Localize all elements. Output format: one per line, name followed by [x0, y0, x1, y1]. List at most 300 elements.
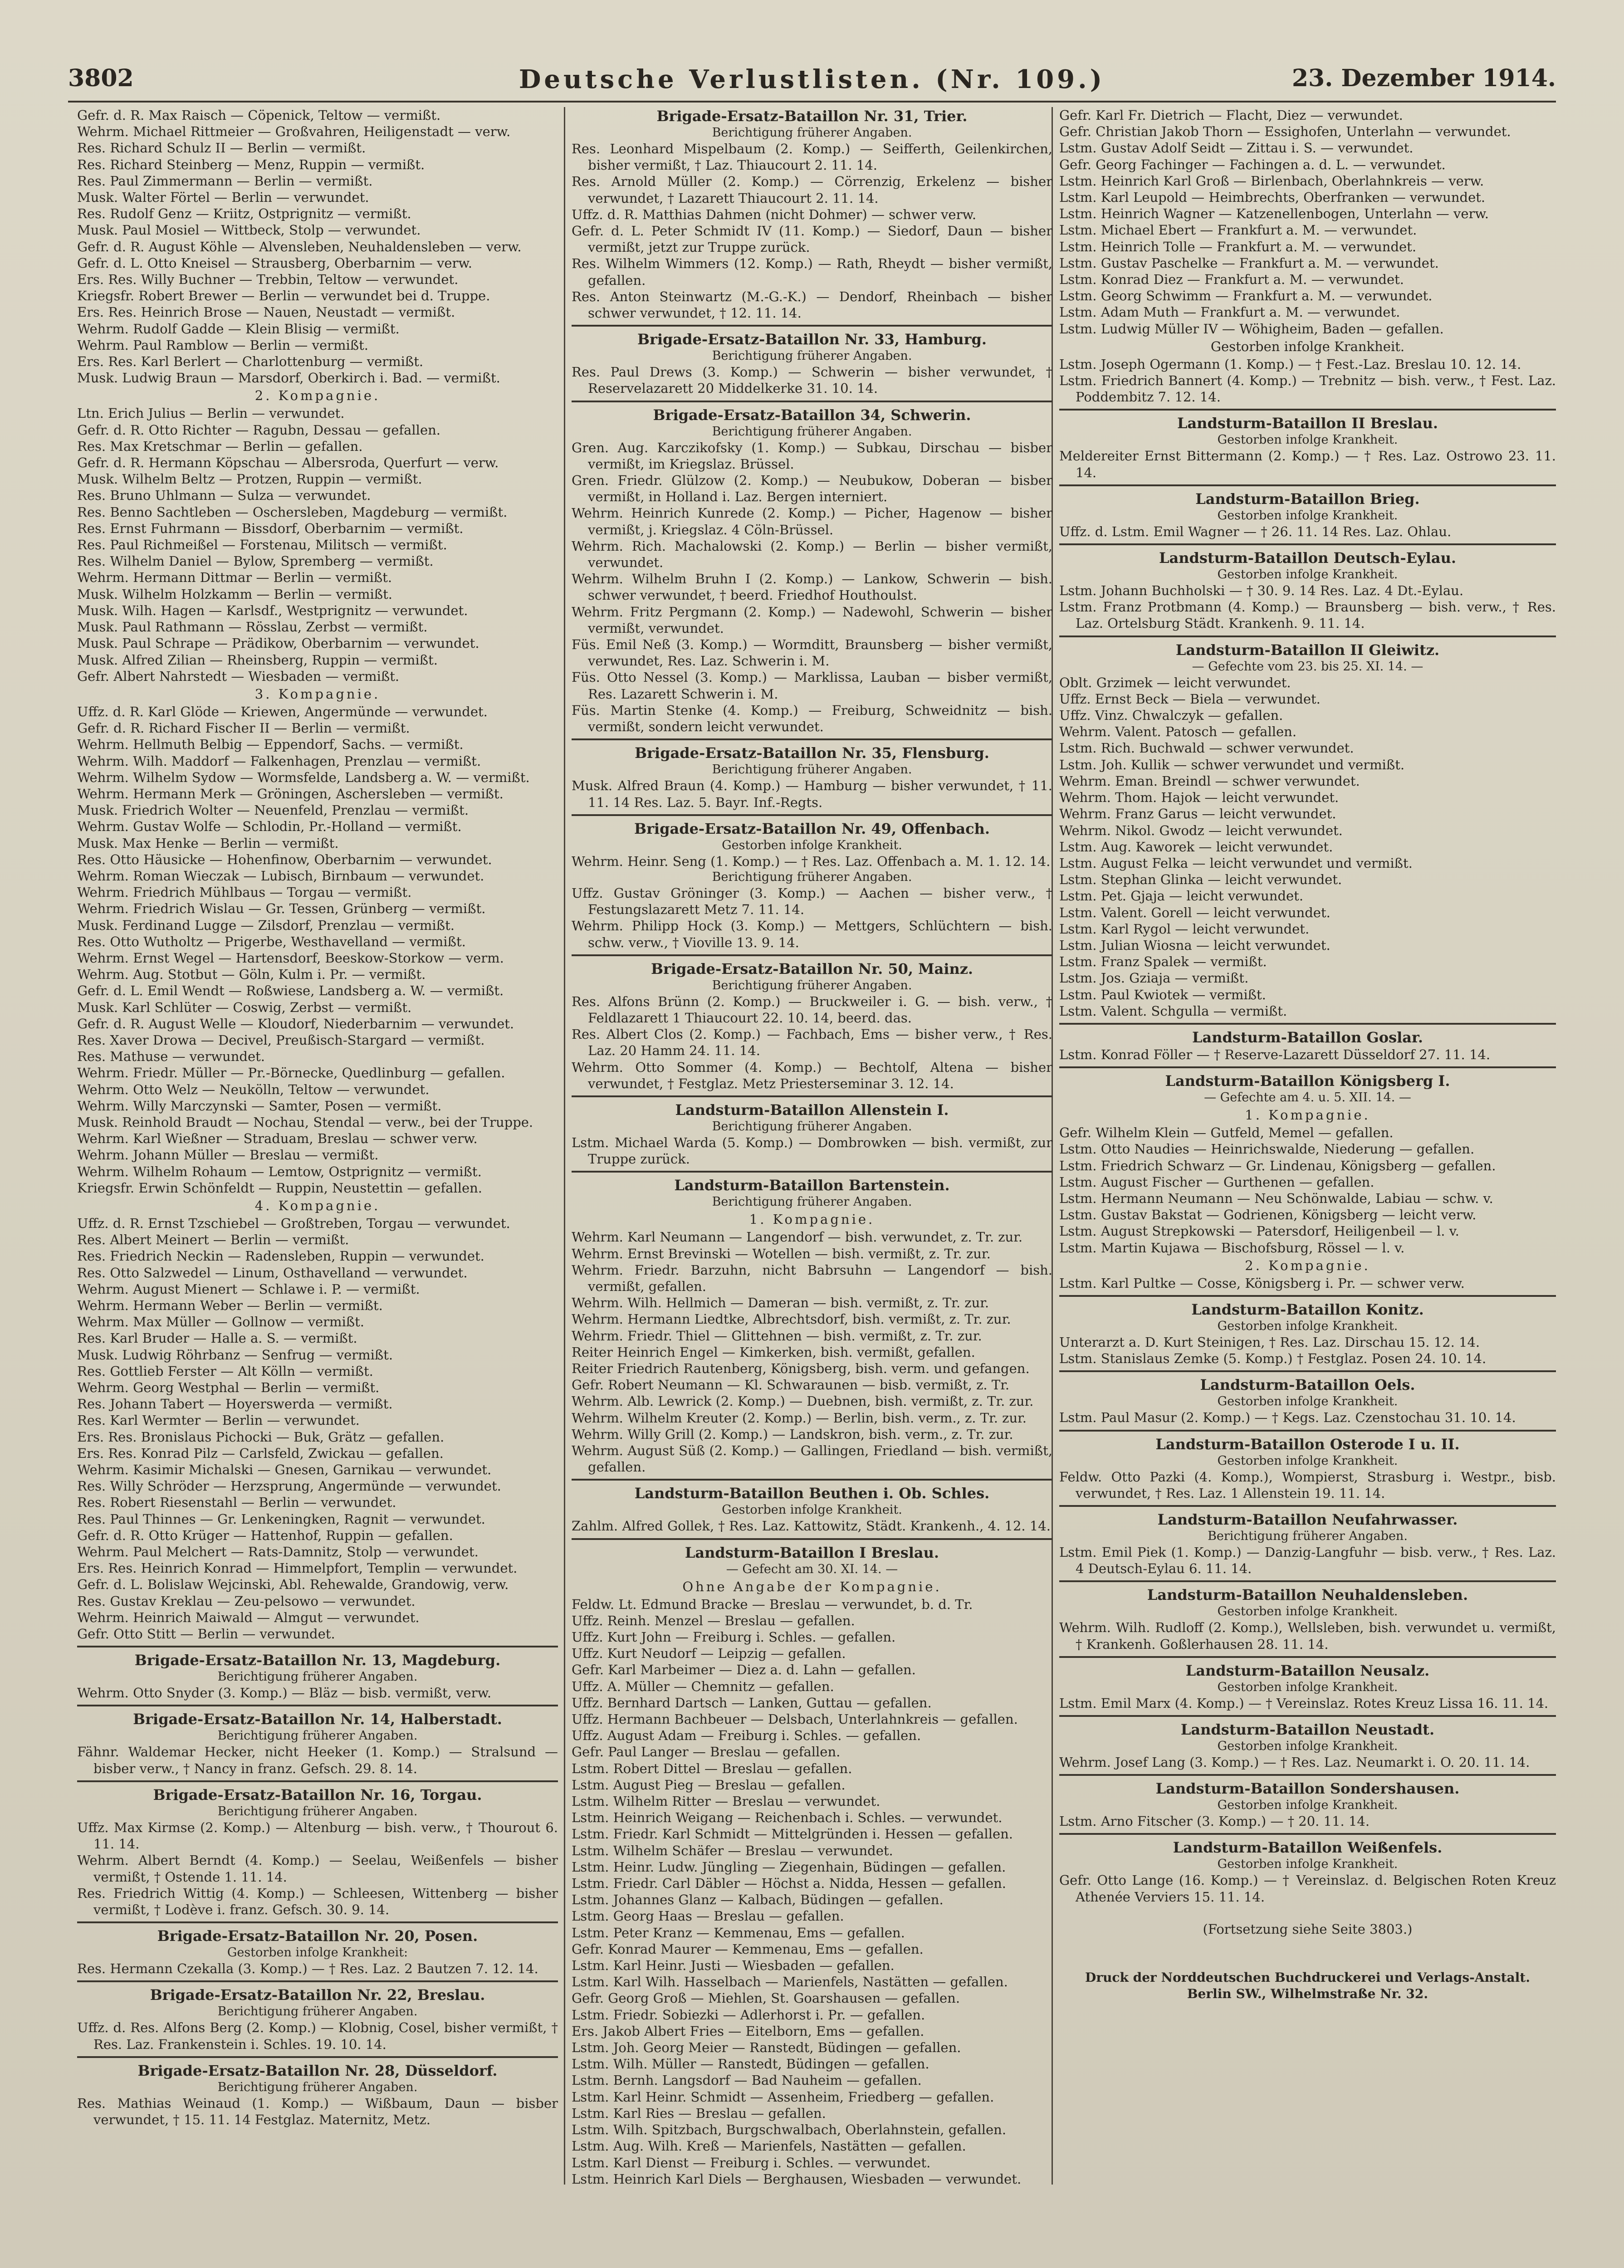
- section-title: Landsturm-Bataillon Deutsch-Eylau.: [1159, 549, 1456, 567]
- entry-list: [1059, 1409, 1556, 1426]
- company-heading: 1. Kompagnie.: [749, 1212, 875, 1227]
- casualty-entry: Wehrm. Otto Snyder (3. Komp.) — Bläz — bisb. vermißt, verw.: [77, 1685, 492, 1701]
- casualty-entry: Musk. Ludwig Röhrbanz — Senfrug — vermißt.: [77, 1347, 393, 1363]
- casualty-entry: Res. Rudolf Genz — Kriitz, Ostprignitz — vermißt.: [77, 206, 411, 222]
- company-heading: 3. Kompagnie.: [254, 686, 381, 702]
- casualty-entry: Wehrm. Paul Ramblow — Berlin — vermißt.: [77, 337, 369, 353]
- casualty-entry: Wehrm. Franz Garus — leicht verwundet.: [1059, 806, 1336, 822]
- section-heading: [1059, 1430, 1556, 1469]
- section-heading: [1059, 1715, 1556, 1754]
- casualty-entry: Lstm. Friedrich Bannert (4. Komp.) — Trebnitz — bish. verw., † Fest. Laz. Poddembitz 7. 12. 14.: [1059, 373, 1556, 405]
- casualty-entry: Wehrm. Eman. Breindl — schwer verwundet.: [1059, 773, 1360, 789]
- section-title: Landsturm-Bataillon Brieg.: [1195, 490, 1420, 508]
- casualty-entry: Lstm. Friedr. Carl Däbler — Höchst a. Nidda, Hessen — gefallen.: [572, 1876, 1007, 1892]
- casualty-entry: Uffz. Gustav Gröninger (3. Komp.) — Aachen — bisher verw., † Festungslazarett Metz 7. 11. 14.: [572, 885, 1052, 918]
- casualty-entry: Gefr. Georg Fachinger — Fachingen a. d. L. — verwundet.: [1059, 156, 1446, 172]
- casualty-entry: Musk. Wilh. Hagen — Karlsdf., Westprignitz — verwundet.: [77, 602, 468, 618]
- section-subtitle: Berichtigung früherer Angaben.: [217, 1729, 418, 1743]
- section-heading: [77, 1646, 558, 1685]
- casualty-entry: Feldw. Otto Pazki (4. Komp.), Wompierst, Strasburg i. Westpr., bisb. verwundet, † Res. Laz. 1 Allenstein 19. 11. 14.: [1059, 1469, 1556, 1501]
- entry-list: [1059, 107, 1556, 337]
- casualty-entry: Lstm. Stephan Glinka — leicht verwundet.: [1059, 872, 1342, 888]
- casualty-entry: Lstm. Robert Dittel — Breslau — gefallen.: [572, 1760, 852, 1776]
- entry-list: [572, 853, 1052, 870]
- section-subtitle: Gestorben infolge Krankheit.: [1217, 1319, 1398, 1333]
- casualty-entry: Gefr. d. R. Otto Richter — Ragubn, Dessau — gefallen.: [77, 422, 440, 438]
- entry-list: [572, 1134, 1052, 1167]
- casualty-entry: Lstm. Emil Marx (4. Komp.) — † Vereinslaz. Rotes Kreuz Lissa 16. 11. 14.: [1059, 1695, 1549, 1711]
- entry-list: [572, 364, 1052, 396]
- section-subtitle: Berichtigung früherer Angaben.: [1208, 1529, 1408, 1543]
- casualty-entry: Lstm. Pet. Gjaja — leicht verwundet.: [1059, 888, 1304, 904]
- casualty-entry: Gefr. d. R. Max Raisch — Cöpenick, Teltow — vermißt.: [77, 108, 441, 123]
- casualty-entry: Lstm. Emil Piek (1. Komp.) — Danzig-Langfuhr — bisb. verw., † Res. Laz. 4 Deutsch-Eylau 6. 11. 14.: [1059, 1544, 1556, 1577]
- subheading: Gestorben infolge Krankheit.: [1210, 338, 1405, 354]
- casualty-entry: Lstm. Friedr. Sobiezki — Adlerhorst i. Pr. — gefallen.: [572, 2007, 925, 2023]
- section-title: Landsturm-Bataillon Neusalz.: [1185, 1662, 1430, 1679]
- casualty-entry: Wehrm. Heinr. Seng (1. Komp.) — † Res. Laz. Offenbach a. M. 1. 12. 14.: [572, 853, 1051, 869]
- section-heading: [77, 1780, 558, 1819]
- section-subtitle: Berichtigung früherer Angaben.: [712, 1119, 912, 1134]
- casualty-entry: Wehrm. Aug. Stotbut — Göln, Kulm i. Pr. — vermißt.: [77, 967, 426, 982]
- casualty-entry: Lstm. Rich. Buchwald — schwer verwundet.: [1059, 740, 1354, 756]
- section-subtitle: Gestorben infolge Krankheit:: [227, 1945, 408, 1960]
- casualty-entry: Gefr. d. R. Hermann Köpschau — Albersroda, Querfurt — verw.: [77, 455, 499, 471]
- entry-list: [1059, 582, 1556, 632]
- casualty-entry: Wehrm. Ernst Brevinski — Wotellen — bish. vermißt, z. Tr. zur.: [572, 1246, 991, 1261]
- casualty-entry: Wehrm. Wilhelm Bruhn I (2. Komp.) — Lankow, Schwerin — bish. schwer verwundet, † beerd. Friedhof Houthoulst.: [572, 571, 1052, 603]
- entry-list: [572, 777, 1052, 810]
- casualty-entry: Lstm. Peter Kranz — Kemmenau, Ems — gefallen.: [572, 1925, 905, 1941]
- printer-imprint: [1059, 1970, 1556, 2002]
- section-subtitle: Berichtigung früherer Angaben.: [217, 1804, 418, 1818]
- section-subtitle: Berichtigung früherer Angaben.: [712, 1195, 912, 1209]
- casualty-entry: Wehrm. Josef Lang (3. Komp.) — † Res. Laz. Neumarkt i. O. 20. 11. 14.: [1059, 1755, 1530, 1770]
- casualty-entry: Lstm. Karl Pultke — Cosse, Königsberg i. Pr. — schwer verw.: [1059, 1275, 1465, 1291]
- casualty-entry: Lstm. Michael Warda (5. Komp.) — Dombrowken — bish. vermißt, zur Truppe zurück.: [572, 1134, 1052, 1167]
- casualty-entry: Lstm. Konrad Diez — Frankfurt a. M. — verwundet.: [1059, 272, 1404, 288]
- casualty-entry: Fähnr. Waldemar Hecker, nicht Heeker (1. Komp.) — Stralsund — bisber verw., † Nancy in franz. Gefsch. 29. 8. 14.: [77, 1744, 558, 1776]
- section-title: Brigade-Ersatz-Bataillon Nr. 28, Düsseldorf.: [137, 2062, 498, 2079]
- section-title: Brigade-Ersatz-Bataillon Nr. 31, Trier.: [656, 108, 968, 125]
- casualty-entry: Wehrm. Friedr. Barzuhn, nicht Babrsuhn — Langendorf — bish. vermißt, gefallen.: [572, 1262, 1052, 1294]
- section-heading: [1059, 635, 1556, 675]
- section-subtitle: Gestorben infolge Krankheit.: [1217, 1453, 1398, 1468]
- casualty-entry: Lstm. August Felka — leicht verwundet und vermißt.: [1059, 855, 1413, 871]
- casualty-entry: Res. Otto Wutholtz — Prigerbe, Westhavelland — vermißt.: [77, 934, 466, 949]
- casualty-entry: Res. Karl Bruder — Halle a. S. — vermißt.: [77, 1330, 357, 1346]
- casualty-entry: Wehrm. Hellmuth Belbig — Eppendorf, Sachs. — vermißt.: [77, 737, 464, 753]
- casualty-entry: Wehrm. Rudolf Gadde — Klein Blisig — vermißt.: [77, 321, 400, 337]
- casualty-entry: Gefr. d. L. Bolislaw Wejcinski, Abl. Rehewalde, Grandowig, verw.: [77, 1577, 509, 1593]
- casualty-entry: Lstm. Aug. Kaworek — leicht verwundet.: [1059, 839, 1333, 855]
- casualty-entry: Lstm. Otto Naudies — Heinrichswalde, Niederung — gefallen.: [1059, 1141, 1475, 1157]
- casualty-entry: Lstm. Wilhelm Ritter — Breslau — verwundet.: [572, 1794, 880, 1809]
- entry-list: [572, 1518, 1052, 1534]
- casualty-entry: Wehrm. Paul Melchert — Rats-Damnitz, Stolp — verwundet.: [77, 1544, 479, 1560]
- casualty-entry: Uffz. Bernhard Dartsch — Lanken, Guttau — gefallen.: [572, 1695, 932, 1711]
- casualty-entry: Wehrm. Wilh. Rudloff (2. Komp.), Wellsleben, bish. verwundet u. vermißt, † Krankenh. Goßlerhausen 28. 11. 14.: [1059, 1620, 1556, 1652]
- entry-list: [572, 1596, 1052, 2187]
- company-heading: 2. Kompagnie.: [1245, 1257, 1370, 1273]
- section-heading: [77, 1921, 558, 1960]
- casualty-entry: Wehrm. Friedrich Mühlbaus — Torgau — vermißt.: [77, 885, 412, 900]
- section-heading: [1059, 1833, 1556, 1872]
- section-heading: [572, 1095, 1052, 1134]
- casualty-entry: Lstm. Bernh. Langsdorf — Bad Nauheim — gefallen.: [572, 2072, 922, 2088]
- casualty-entry: Lstm. Wilh. Müller — Ranstedt, Büdingen — gefallen.: [572, 2056, 929, 2072]
- section-heading: [572, 954, 1052, 993]
- title-text: Deutsche Verlustlisten.: [519, 64, 924, 94]
- casualty-entry: Füs. Martin Stenke (4. Komp.) — Freiburg, Schweidnitz — bish. vermißt, sondern leicht verwundet.: [572, 702, 1052, 735]
- casualty-entry: Ers. Res. Willy Buchner — Trebbin, Teltow — verwundet.: [77, 272, 459, 288]
- section-title: Brigade-Ersatz-Bataillon Nr. 14, Halberstadt.: [133, 1711, 502, 1728]
- casualty-entry: Wehrm. Hermann Dittmar — Berlin — vermißt.: [77, 570, 392, 586]
- casualty-entry: Ltn. Erich Julius — Berlin — verwundet.: [77, 406, 345, 421]
- casualty-entry: Res. Robert Riesenstahl — Berlin — verwundet.: [77, 1495, 396, 1510]
- casualty-entry: Wehrm. August Süß (2. Komp.) — Gallingen, Friedland — bish. vermißt, gefallen.: [572, 1442, 1052, 1475]
- casualty-entry: Musk. Reinhold Braudt — Nochau, Stendal — verw., bei der Truppe.: [77, 1114, 533, 1130]
- casualty-entry: Lstm. Ludwig Müller IV — Wöhigheim, Baden — gefallen.: [1059, 321, 1444, 337]
- entry-list: [572, 885, 1052, 951]
- casualty-entry: Res. Karl Wermter — Berlin — verwundet.: [77, 1413, 360, 1428]
- section-title: Brigade-Ersatz-Bataillon Nr. 33, Hamburg.: [637, 331, 987, 348]
- casualty-entry: Gefr. d. R. Otto Krüger — Hattenhof, Ruppin — gefallen.: [77, 1527, 453, 1543]
- casualty-entry: Lstm. Arno Fitscher (3. Komp.) — † 20. 11. 14.: [1059, 1813, 1370, 1829]
- casualty-entry: Lstm. Georg Schwimm — Frankfurt a. M. — verwundet.: [1059, 288, 1433, 304]
- casualty-entry: Res. Paul Drews (3. Komp.) — Schwerin — bisher verwundet, † Reservelazarett 20 Middelkerke 31. 10. 14.: [572, 364, 1052, 396]
- casualty-entry: Res. Ernst Fuhrmann — Bissdorf, Oberbarnim — vermißt.: [77, 520, 464, 536]
- casualty-entry: Wehrm. Heinrich Kunrede (2. Komp.) — Picher, Hagenow — bisher vermißt, j. Kriegslaz. 4 Cöln-Brüssel.: [572, 505, 1052, 538]
- casualty-entry: Res. Alfons Brünn (2. Komp.) — Bruckweiler i. G. — bish. verw., † Feldlazarett 1 Thiaucourt 22. 10. 14, beerd. das.: [572, 993, 1052, 1026]
- casualty-entry: Lstm. Stanislaus Zemke (5. Komp.) † Festglaz. Posen 24. 10. 14.: [1059, 1351, 1487, 1367]
- casualty-entry: Musk. Friedrich Wolter — Neuenfeld, Prenzlau — vermißt.: [77, 802, 469, 818]
- section-heading: [77, 1980, 558, 2019]
- section-subtitle: Gestorben infolge Krankheit.: [1217, 1857, 1398, 1872]
- casualty-entry: Meldereiter Ernst Bittermann (2. Komp.) — † Res. Laz. Ostrowo 23. 11. 14.: [1059, 448, 1556, 480]
- section-heading: [1059, 1023, 1556, 1046]
- casualty-entry: Res. Mathuse — verwundet.: [77, 1049, 265, 1065]
- casualty-entry: Lstm. Paul Kwiotek — vermißt.: [1059, 987, 1266, 1002]
- section-subtitle: Berichtigung früherer Angaben.: [712, 424, 912, 439]
- section-subtitle: Berichtigung früherer Angaben.: [712, 978, 912, 992]
- entry-list: [77, 704, 558, 1196]
- casualty-entry: Wehrm. Karl Wießner — Straduam, Breslau — schwer verw.: [77, 1131, 478, 1147]
- casualty-entry: Res. Johann Tabert — Hoyerswerda — vermißt.: [77, 1396, 393, 1412]
- casualty-entry: Res. Max Kretschmar — Berlin — gefallen.: [77, 438, 363, 454]
- section-subtitle: Gestorben infolge Krankheit.: [1217, 433, 1398, 447]
- casualty-entry: Kriegsfr. Robert Brewer — Berlin — verwundet bei d. Truppe.: [77, 288, 490, 304]
- casualty-entry: Lstm. Karl Wilh. Hasselbach — Marienfels, Nastätten — gefallen.: [572, 1974, 1008, 1990]
- section-heading: [572, 814, 1052, 853]
- casualty-entry: Lstm. Valent. Gorell — leicht verwundet.: [1059, 904, 1331, 920]
- casualty-entry: Wehrm. Otto Welz — Neukölln, Teltow — verwundet.: [77, 1081, 430, 1097]
- section-subtitle: Gestorben infolge Krankheit.: [1217, 1680, 1398, 1694]
- casualty-entry: Lstm. Heinr. Ludw. Jüngling — Ziegenhain, Büdingen — gefallen.: [572, 1859, 1006, 1875]
- casualty-entry: Res. Albert Meinert — Berlin — vermißt.: [77, 1232, 349, 1248]
- section-subtitle: Gestorben infolge Krankheit.: [1217, 1604, 1398, 1619]
- section-title: Brigade-Ersatz-Bataillon Nr. 20, Posen.: [157, 1927, 478, 1945]
- section-heading: [1059, 1295, 1556, 1334]
- casualty-entry: Feldw. Lt. Edmund Bracke — Breslau — verwundet, b. d. Tr.: [572, 1596, 973, 1612]
- casualty-entry: Wehrm. Willy Marczynski — Samter, Posen — vermißt.: [77, 1098, 442, 1114]
- casualty-entry: Res. Anton Steinwartz (M.-G.-K.) — Dendorf, Rheinbach — bisher schwer verwundet, † 12. 11. 14.: [572, 288, 1052, 321]
- section-heading: [77, 1705, 558, 1744]
- entry-list: [1059, 523, 1556, 540]
- casualty-entry: Lstm. August Pieg — Breslau — gefallen.: [572, 1777, 846, 1793]
- entry-list: [1059, 1754, 1556, 1770]
- casualty-entry: Res. Otto Häusicke — Hohenfinow, Oberbarnim — verwundet.: [77, 851, 492, 867]
- section-subtitle: Gestorben infolge Krankheit.: [1217, 567, 1398, 582]
- casualty-entry: Kriegsfr. Erwin Schönfeldt — Ruppin, Neustettin — gefallen.: [77, 1180, 483, 1196]
- section-title: Landsturm-Bataillon Oels.: [1200, 1376, 1415, 1394]
- casualty-entry: Wehrm. Georg Westphal — Berlin — vermißt.: [77, 1380, 380, 1396]
- casualty-entry: Ers. Res. Konrad Pilz — Carlsfeld, Zwickau — gefallen.: [77, 1445, 444, 1461]
- imprint-line: Druck der Norddeutschen Buchdruckerei und Verlags-Anstalt.: [1085, 1970, 1530, 1985]
- casualty-entry: Lstm. Karl Heinr. Schmidt — Assenheim, Friedberg — gefallen.: [572, 2089, 994, 2105]
- casualty-entry: Ers. Res. Karl Berlert — Charlottenburg — vermißt.: [77, 354, 424, 370]
- section-heading: [1059, 484, 1556, 523]
- casualty-entry: Lstm. Joseph Ogermann (1. Komp.) — † Fest.-Laz. Breslau 10. 12. 14.: [1059, 356, 1521, 372]
- casualty-entry: Lstm. Hermann Neumann — Neu Schönwalde, Labiau — schw. v.: [1059, 1190, 1493, 1206]
- section-heading: [1059, 1656, 1556, 1695]
- continuation-note: (Fortsetzung siehe Seite 3803.): [1203, 1921, 1413, 1937]
- section-subtitle: — Gefecht am 30. XI. 14. —: [726, 1562, 898, 1576]
- column-1: [77, 107, 558, 2194]
- casualty-entry: Wehrm. Gustav Wolfe — Schlodin, Pr.-Holland — vermißt.: [77, 819, 462, 835]
- casualty-entry: Wehrm. Rich. Machalowski (2. Komp.) — Berlin — bisher vermißt, verwundet.: [572, 538, 1052, 571]
- section-title: Landsturm-Bataillon II Gleiwitz.: [1175, 641, 1440, 659]
- entry-list: [77, 1744, 558, 1776]
- issue-number: (Nr. 109.): [935, 64, 1105, 94]
- section-title: Landsturm-Bataillon II Breslau.: [1177, 415, 1438, 432]
- section-heading: [1059, 409, 1556, 448]
- casualty-entry: Res. Paul Thinnes — Gr. Lenkeningken, Ragnit — verwundet.: [77, 1511, 485, 1527]
- section-subtitle: Gestorben infolge Krankheit.: [1217, 508, 1398, 523]
- casualty-entry: Lstm. Friedr. Karl Schmidt — Mittelgründen i. Hessen — gefallen.: [572, 1826, 1013, 1842]
- casualty-entry: Gefr. d. R. August Welle — Kloudorf, Niederbarnim — verwundet.: [77, 1016, 514, 1031]
- section-subtitle: Berichtigung früherer Angaben.: [712, 126, 912, 140]
- casualty-entry: Lstm. Gustav Adolf Seidt — Zittau i. S. — verwundet.: [1059, 140, 1414, 156]
- casualty-entry: Lstm. Aug. Wilh. Kreß — Marienfels, Nastätten — gefallen.: [572, 2138, 966, 2154]
- casualty-entry: Wehrm. Wilh. Hellmich — Dameran — bish. vermißt, z. Tr. zur.: [572, 1295, 989, 1311]
- casualty-entry: Res. Willy Schröder — Herzsprung, Angermünde — verwundet.: [77, 1478, 501, 1494]
- casualty-entry: Wehrm. Wilhelm Rohaum — Lemtow, Ostprignitz — vermißt.: [77, 1163, 482, 1179]
- casualty-entry: Lstm. Johann Buchholski — † 30. 9. 14 Res. Laz. 4 Dt.-Eylau.: [1059, 583, 1464, 599]
- casualty-entry: Uffz. Reinh. Menzel — Breslau — gefallen.: [572, 1613, 855, 1628]
- casualty-entry: Gefr. Paul Langer — Breslau — gefallen.: [572, 1744, 841, 1760]
- casualty-entry: Lstm. Karl Ries — Breslau — gefallen.: [572, 2105, 826, 2121]
- imprint-line: Berlin SW., Wilhelmstraße Nr. 32.: [1187, 1986, 1428, 2001]
- casualty-entry: Gefr. Otto Lange (16. Komp.) — † Vereinslaz. d. Belgischen Roten Kreuz Athenée Verviers 15. 11. 14.: [1059, 1872, 1556, 1905]
- casualty-entry: Musk. Paul Rathmann — Rösslau, Zerbst — vermißt.: [77, 619, 428, 635]
- section-heading: [1059, 1370, 1556, 1409]
- entry-list: [77, 2095, 558, 2128]
- section-title: Landsturm-Bataillon Beuthen i. Ob. Schles.: [634, 1485, 990, 1502]
- casualty-entry: Wehrm. Hermann Liedtke, Albrechtsdorf, bish. vermißt, z. Tr. zur.: [572, 1311, 1011, 1327]
- casualty-entry: Gren. Friedr. Glülzow (2. Komp.) — Neubukow, Doberan — bisber vermißt, in Holland i. Laz. Bergen interniert.: [572, 473, 1052, 505]
- entry-list: [1059, 1813, 1556, 1829]
- section-heading: [572, 738, 1052, 777]
- casualty-entry: Lstm. Valent. Schgulla — vermißt.: [1059, 1003, 1287, 1019]
- section-heading: [1059, 1066, 1556, 1105]
- casualty-entry: Wehrm. Hermann Weber — Berlin — vermißt.: [77, 1298, 383, 1314]
- entry-list: [1059, 1124, 1556, 1256]
- section-subtitle: — Gefechte am 4. u. 5. XII. 14. —: [1204, 1090, 1411, 1105]
- section-title: Brigade-Ersatz-Bataillon Nr. 50, Mainz.: [651, 960, 973, 978]
- casualty-entry: Res. Paul Zimmermann — Berlin — vermißt.: [77, 173, 373, 189]
- section-subtitle: Berichtigung früherer Angaben.: [217, 1670, 418, 1684]
- section-heading: [1059, 1505, 1556, 1544]
- casualty-entry: Lstm. Karl Heinr. Justi — Wiesbaden — gefallen.: [572, 1958, 895, 1974]
- casualty-entry: Res. Wilhelm Wimmers (12. Komp.) — Rath, Rheydt — bisher vermißt, gefallen.: [572, 256, 1052, 288]
- casualty-entry: Wehrm. Friedr. Müller — Pr.-Börnecke, Quedlinburg — gefallen.: [77, 1065, 505, 1081]
- casualty-entry: Wehrm. Roman Wieczak — Lubisch, Birnbaum — verwundet.: [77, 868, 484, 884]
- casualty-entry: Wehrm. Friedrich Wislau — Gr. Tessen, Grünberg — vermißt.: [77, 901, 486, 917]
- casualty-entry: Musk. Wilhelm Holzkamm — Berlin — vermißt.: [77, 586, 392, 602]
- entry-list: [1059, 448, 1556, 480]
- section-title: Landsturm-Bataillon Sondershausen.: [1155, 1780, 1460, 1798]
- casualty-entry: Uffz. d. R. Matthias Dahmen (nicht Dohmer) — schwer verw.: [572, 206, 977, 222]
- casualty-entry: Res. Paul Richmeißel — Forstenau, Militsch — vermißt.: [77, 537, 447, 553]
- section-heading: [1059, 1580, 1556, 1619]
- casualty-entry: Gefr. Christian Jakob Thorn — Essighofen, Unterlahn — verwundet.: [1059, 124, 1511, 140]
- section-title: Brigade-Ersatz-Bataillon 34, Schwerin.: [653, 406, 971, 424]
- casualty-entry: Gefr. Robert Neumann — Kl. Schwaraunen — bisb. vermißt, z. Tr.: [572, 1377, 1010, 1393]
- casualty-entry: Wehrm. Michael Rittmeier — Großvahren, Heiligenstadt — verw.: [77, 124, 511, 140]
- casualty-entry: Lstm. Franz Protbmann (4. Komp.) — Braunsberg — bish. verw., † Res. Laz. Ortelsburg Städt. Krankenh. 9. 11. 14.: [1059, 599, 1556, 631]
- casualty-entry: Lstm. Jos. Gziaja — vermißt.: [1059, 970, 1249, 986]
- casualty-entry: Lstm. Gustav Bakstat — Godrienen, Königsberg — leicht verw.: [1059, 1207, 1477, 1223]
- casualty-entry: Gefr. d. R. August Köhle — Alvensleben, Neuhaldensleben — verw.: [77, 239, 522, 254]
- casualty-entry: Res. Bruno Uhlmann — Sulza — verwundet.: [77, 488, 371, 503]
- casualty-entry: Wehrm. Albert Berndt (4. Komp.) — Seelau, Weißenfels — bisher vermißt, † Ostende 1. 11. 14.: [77, 1853, 558, 1885]
- section-subheading: [572, 870, 1052, 885]
- casualty-entry: Lstm. Heinrich Karl Groß — Birlenbach, Oberlahnkreis — verw.: [1059, 173, 1484, 189]
- column-divider: [564, 107, 565, 2185]
- entry-list: [1059, 1872, 1556, 1905]
- casualty-entry: Res. Gustav Kreklau — Zeu-pelsowo — verwundet.: [77, 1593, 416, 1609]
- casualty-entry: Lstm. Martin Kujawa — Bischofsburg, Rössel — l. v.: [1059, 1240, 1405, 1256]
- section-heading: [1059, 1774, 1556, 1813]
- section-subtitle: Gestorben infolge Krankheit.: [1217, 1739, 1398, 1753]
- casualty-entry: Ers. Res. Bronislaus Pichocki — Buk, Grätz — gefallen.: [77, 1429, 445, 1445]
- company-heading: 1. Kompagnie.: [1245, 1107, 1370, 1123]
- casualty-entry: Lstm. Franz Spalek — vermißt.: [1059, 954, 1267, 970]
- section-heading: [1059, 543, 1556, 582]
- section-heading: [572, 1171, 1052, 1210]
- casualty-entry: Gren. Aug. Karczikofsky (1. Komp.) — Subkau, Dirschau — bisber vermißt, im Kriegslaz. Brüssel.: [572, 440, 1052, 472]
- casualty-entry: Füs. Emil Neß (3. Komp.) — Wormditt, Braunsberg — bisher vermißt, verwundet, Res. Laz. Schwerin i. M.: [572, 637, 1052, 669]
- casualty-entry: Wehrm. Thom. Hajok — leicht verwundet.: [1059, 790, 1339, 806]
- company-heading: 2. Kompagnie.: [254, 388, 381, 404]
- entry-list: [77, 1685, 558, 1701]
- casualty-entry: Lstm. Karl Rygol — leicht verwundet.: [1059, 921, 1310, 937]
- casualty-entry: Oblt. Grzimek — leicht verwundet.: [1059, 675, 1291, 690]
- casualty-entry: Res. Arnold Müller (2. Komp.) — Cörrenzig, Erkelenz — bisher verwundet, † Lazarett Thiaucourt 2. 11. 14.: [572, 174, 1052, 206]
- section-subtitle: Gestorben infolge Krankheit.: [722, 1503, 902, 1517]
- casualty-entry: Uffz. Max Kirmse (2. Komp.) — Altenburg — bish. verw., † Thourout 6. 11. 14.: [77, 1819, 558, 1852]
- section-heading: [572, 325, 1052, 364]
- casualty-entry: Musk. Karl Schlüter — Coswig, Zerbst — vermißt.: [77, 999, 412, 1015]
- casualty-entry: Ers. Jakob Albert Fries — Eitelborn, Ems — gefallen.: [572, 2023, 925, 2039]
- section-heading: [572, 1538, 1052, 1577]
- casualty-entry: Wehrm. Wilh. Maddorf — Falkenhagen, Prenzlau — vermißt.: [77, 753, 481, 769]
- casualty-entry: Musk. Paul Schrape — Prädikow, Oberbarnim — verwundet.: [77, 635, 479, 651]
- entry-list: [77, 1819, 558, 1918]
- casualty-entry: Lstm. Adam Muth — Frankfurt a. M. — verwundet.: [1059, 304, 1400, 320]
- entry-list: [1059, 675, 1556, 1019]
- casualty-entry: Gefr. Albert Nahrstedt — Wiesbaden — vermißt.: [77, 668, 400, 684]
- entry-list: [572, 1229, 1052, 1475]
- section-title: Brigade-Ersatz-Bataillon Nr. 22, Breslau.: [150, 1986, 485, 2004]
- casualty-entry: Musk. Wilhelm Beltz — Protzen, Ruppin — vermißt.: [77, 471, 422, 487]
- section-title: Landsturm-Bataillon Königsberg I.: [1165, 1072, 1450, 1090]
- casualty-entry: Wehrm. Fritz Pergmann (2. Komp.) — Nadewohl, Schwerin — bisher vermißt, verwundet.: [572, 604, 1052, 636]
- section-title: Landsturm-Bataillon Goslar.: [1192, 1028, 1423, 1046]
- casualty-entry: Uffz. Vinz. Chwalczyk — gefallen.: [1059, 708, 1283, 723]
- casualty-entry: Reiter Heinrich Engel — Kimkerken, bish. vermißt, gefallen.: [572, 1344, 975, 1360]
- casualty-entry: Lstm. Georg Haas — Breslau — gefallen.: [572, 1908, 844, 1924]
- casualty-entry: Res. Wilhelm Daniel — Bylow, Spremberg — vermißt.: [77, 553, 434, 569]
- section-title: Landsturm-Bataillon Osterode I u. II.: [1155, 1435, 1460, 1453]
- company-heading: 4. Kompagnie.: [254, 1198, 381, 1213]
- casualty-entry: Wehrm. Alb. Lewrick (2. Komp.) — Duebnen, bish. vermißt, z. Tr. zur.: [572, 1393, 1034, 1409]
- casualty-entry: Res. Richard Schulz II — Berlin — vermißt.: [77, 140, 366, 156]
- casualty-entry: Musk. Ferdinand Lugge — Zilsdorf, Prenzlau — vermißt.: [77, 917, 455, 933]
- section-subtitle: Berichtigung früherer Angaben.: [217, 2004, 418, 2019]
- casualty-entry: Uffz. d. R. Karl Glöde — Kriewen, Angermünde — verwundet.: [77, 704, 488, 719]
- casualty-entry: Lstm. Konrad Föller — † Reserve-Lazarett Düsseldorf 27. 11. 14.: [1059, 1046, 1491, 1062]
- casualty-entry: Wehrm. August Mienert — Schlawe i. P. — vermißt.: [77, 1281, 420, 1297]
- casualty-entry: Wehrm. Heinrich Maiwald — Almgut — verwundet.: [77, 1609, 420, 1625]
- section-title: Brigade-Ersatz-Bataillon Nr. 49, Offenbach.: [634, 820, 990, 837]
- header-rule: [68, 101, 1556, 103]
- entry-list: [77, 107, 558, 386]
- casualty-entry: Lstm. Karl Dienst — Freiburg i. Schles. — verwundet.: [572, 2155, 931, 2170]
- casualty-entry: Lstm. August Strepkowski — Patersdorf, Heiligenbeil — l. v.: [1059, 1223, 1459, 1239]
- casualty-entry: Zahlm. Alfred Gollek, † Res. Laz. Kattowitz, Städt. Krankenh., 4. 12. 14.: [572, 1518, 1051, 1534]
- casualty-entry: Wehrm. Max Müller — Gollnow — vermißt.: [77, 1314, 365, 1330]
- section-heading: [572, 107, 1052, 141]
- casualty-entry: Lstm. Julian Wiosna — leicht verwundet.: [1059, 937, 1331, 953]
- section-title: Landsturm-Bataillon I Breslau.: [685, 1544, 939, 1561]
- casualty-entry: Musk. Alfred Braun (4. Komp.) — Hamburg — bisher verwundet, † 11. 11. 14 Res. Laz. 5. Bayr. Inf.-Regts.: [572, 778, 1052, 810]
- entry-list: [77, 405, 558, 684]
- casualty-entry: Uffz. Kurt John — Freiburg i. Schles. — gefallen.: [572, 1629, 896, 1645]
- entry-list: [77, 2019, 558, 2052]
- casualty-entry: Res. Leonhard Mispelbaum (2. Komp.) — Seifferth, Geilenkirchen, bisher vermißt, † Laz. Thiaucourt 2. 11. 14.: [572, 141, 1052, 173]
- casualty-entry: Wehrm. Wilhelm Sydow — Wormsfelde, Landsberg a. W. — vermißt.: [77, 769, 530, 785]
- page-header: [68, 60, 1556, 96]
- casualty-entry: Res. Friedrich Wittig (4. Komp.) — Schleesen, Wittenberg — bisher vermißt, † Lodève i. franz. Gefsch. 30. 9. 14.: [77, 1885, 558, 1917]
- entry-list: [1059, 1695, 1556, 1711]
- casualty-entry: Lstm. Johannes Glanz — Kalbach, Büdingen — gefallen.: [572, 1892, 944, 1908]
- issue-date: 23. Dezember 1914.: [1291, 64, 1556, 92]
- casualty-entry: Gefr. Georg Groß — Miehlen, St. Goarshausen — gefallen.: [572, 1990, 960, 2006]
- casualty-entry: Lstm. Wilhelm Schäfer — Breslau — verwundet.: [572, 1843, 893, 1858]
- casualty-entry: Res. Richard Steinberg — Menz, Ruppin — vermißt.: [77, 156, 425, 172]
- casualty-entry: Uffz. Ernst Beck — Biela — verwundet.: [1059, 691, 1321, 707]
- casualty-entry: Wehrm. Johann Müller — Breslau — vermißt.: [77, 1147, 379, 1163]
- casualty-entry: Res. Mathias Weinaud (1. Komp.) — Wißbaum, Daun — bisber verwundet, † 15. 11. 14 Festglaz. Maternitz, Metz.: [77, 2095, 558, 2127]
- entry-list: [1059, 1469, 1556, 1501]
- column-3: [1059, 107, 1556, 2194]
- section-subtitle: — Gefechte vom 23. bis 25. XI. 14. —: [1192, 659, 1423, 674]
- entry-list: [1059, 1544, 1556, 1577]
- casualty-entry: Lstm. Joh. Kullik — schwer verwundet und vermißt.: [1059, 757, 1405, 772]
- entry-list: [1059, 1334, 1556, 1367]
